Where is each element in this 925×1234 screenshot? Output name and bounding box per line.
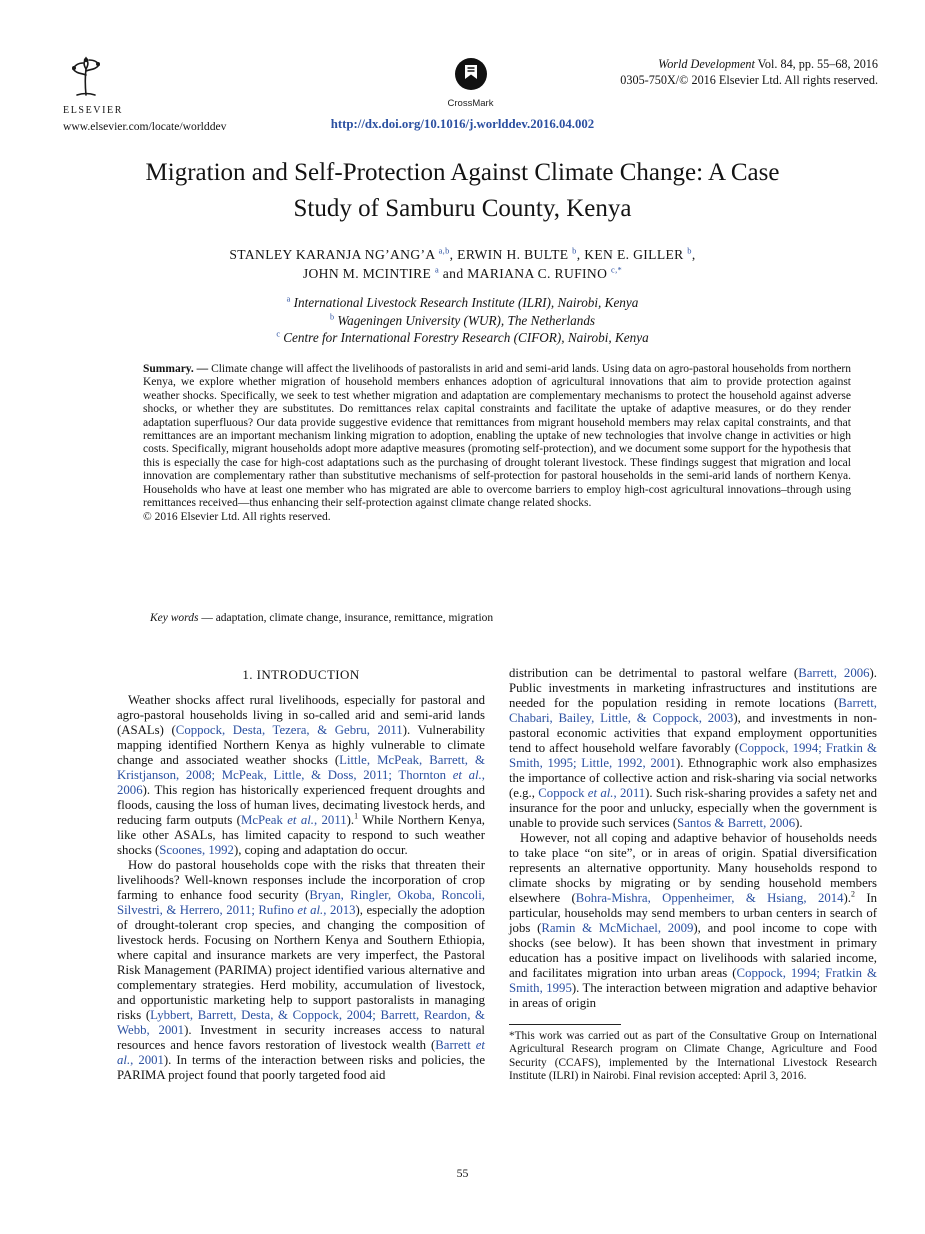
keywords-line	[143, 612, 858, 624]
citation-link[interactable]: Barrett, 2006	[798, 666, 870, 680]
text-run: While Northern Kenya, like other ASALs, has limited capacity to respond to such weather shocks (	[117, 813, 485, 857]
affiliations	[60, 294, 865, 347]
abstract-text	[143, 363, 851, 510]
article-body	[117, 666, 877, 1084]
paragraph	[117, 693, 485, 858]
copyright-line: © 2016 Elsevier Ltd. All rights reserved.	[143, 511, 331, 524]
crossmark-badge[interactable]	[426, 57, 516, 109]
footnote-rule	[509, 1024, 621, 1025]
elsevier-tree-icon	[63, 55, 109, 99]
text-run: Vol. 84, pp. 55–68, 2016	[754, 57, 878, 71]
citation-link[interactable]: , 2006	[117, 768, 485, 797]
citation-link[interactable]: Little, McPeak, Barrett, & Kristjanson, 2008; McPeak, Little, & Doss, 2011; Thornton	[117, 753, 485, 782]
text-run: ). The interaction between migration and adaptive behavior in areas of origin	[509, 981, 877, 1010]
text-run: However, not all coping and adaptive behavior of households needs to take place “on site”, or in areas of origin. Spatial diversification represents an alternative opportunity. Many households respond to climate shocks by migrating or by sending household members elsewhere (	[509, 831, 877, 905]
italic-text: International Livestock Research Institute (ILRI), Nairobi, Kenya	[290, 295, 639, 310]
text-run: ), and investments in non-pastoral economic activities that expand employment opportunities tend to affect household welfare favorably (	[509, 711, 877, 755]
text-run: ).	[795, 816, 803, 830]
superscript-marker: a	[434, 264, 440, 275]
text-run: , KEN E. GILLER	[576, 247, 688, 262]
superscript-marker: c	[276, 329, 280, 339]
superscript-marker: a,b	[438, 245, 450, 256]
citation-link[interactable]: Lybbert, Barrett, Desta, & Coppock, 2004; Barrett, Reardon, & Webb, 2001	[117, 1008, 485, 1037]
text-run: Climate change will affect the livelihoods of pastoralists in arid and semi-arid lands. Using data on agro-pastoral households from northern Kenya, we explore whether migration of household members enhances adoption of agricultural innovations that aim to provide protection against weather shocks. Specifically, we seek to test whether migration and adaptation are complementary mechanisms to protect the household against adverse shocks, or whether they are substitutes. Do remittances relax capital constraints and facilitate the uptake of adaptive measures, or do they render adaptation superfluous? Our data provide suggestive evidence that remittances from migrant household members may relax capital constraints, and that remittances are an important mechanism linking migration to adoption, enabling the uptake of new technologies that involve change in activities or high costs. Specifically, migrant households adopt more adaptive measures (promoting self-protection), and we document some support for the hypothesis that this is especially the case for high-cost adaptations such as the purchasing of drought tolerant livestock. These findings suggest that migration and local innovation are complementary rather than substitutive mechanisms of self-protection for pastoral households in the semi-arid lands of northern Kenya. Households who have at least one member who has migrated are able to overcome barriers to employ high-cost agricultural innovations–through using remittances received—thus enhancing their self-protection against climate change related shocks.	[143, 363, 851, 510]
text-run: ). Ethnographic work also emphasizes the importance of collective action and risk-sharing via social networks (e.g.,	[509, 756, 877, 800]
text-run: ,	[691, 247, 696, 262]
text-run: ).	[346, 813, 355, 827]
text-run: , ERWIN H. BULTE	[449, 247, 573, 262]
citation-link[interactable]: Santos & Barrett, 2006	[677, 816, 796, 830]
journal-rights: 0305-750X/© 2016 Elsevier Ltd. All rights reserved.	[620, 72, 878, 87]
doi-link[interactable]: http://dx.doi.org/10.1016/j.worlddev.2016.04.002	[330, 117, 595, 131]
italic-text: World Development	[658, 57, 755, 71]
superscript-marker: a	[286, 294, 291, 304]
paragraph	[117, 858, 485, 1083]
citation-link[interactable]: , 2011	[613, 786, 646, 800]
citation-link[interactable]: Coppock	[538, 786, 588, 800]
crossmark-label: CrossMark	[447, 98, 494, 109]
text-run: ). Vulnerability mapping identified Northern Kenya as highly vulnerable to climate change and associated weather shocks (	[117, 723, 485, 767]
citation-link[interactable]: , 2011	[313, 813, 347, 827]
text-run: Weather shocks affect rural livelihoods, especially for pastoral and agro-pastoral households living in so-called arid and semi-arid lands (ASALs) (	[117, 693, 485, 737]
text-run: ).	[843, 891, 852, 905]
journal-citation	[620, 57, 878, 73]
authors-line-2	[60, 264, 865, 283]
title-line-2: Study of Samburu County, Kenya	[293, 195, 632, 222]
text-run: How do pastoral households cope with the risks that threaten their livelihoods? Well-known responses include the incorporation of crop farming to enhance food security (	[117, 858, 485, 902]
superscript-marker: b	[687, 245, 692, 256]
superscript-marker: b	[572, 245, 577, 256]
text-run: In particular, households may send members to urban centers in search of jobs (	[509, 891, 878, 935]
citation-link[interactable]: Barrett	[435, 1038, 476, 1052]
superscript-marker: c,*	[611, 264, 623, 275]
text-run: ). Such risk-sharing provides a safety net and insurance for the poor and unlucky, especially when the government is unable to provide such services (	[509, 786, 877, 830]
journal-info	[620, 57, 878, 88]
footnote-ref: 1	[354, 811, 359, 821]
citation-link[interactable]: Scoones, 1992	[159, 843, 234, 857]
affiliation-c	[60, 329, 865, 347]
citation-link[interactable]: Barrett, Chabari, Bailey, Little, & Coppock, 2003	[509, 696, 877, 725]
affiliation-a	[60, 294, 865, 312]
text-run: — adaptation, climate change, insurance, remittance, migration	[198, 612, 494, 624]
article-title	[60, 155, 865, 227]
paragraph	[509, 831, 877, 1011]
text-run: ). Investment in security increases access to natural resources and hence favors restoration of livestock wealth (	[117, 1023, 485, 1052]
text-run: and MARIANA C. RUFINO	[439, 266, 611, 281]
text-run: STANLEY KARANJA NG’ANG’A	[229, 247, 439, 262]
elsevier-wordmark: ELSEVIER	[63, 105, 124, 116]
footnote-text: *This work was carried out as part of the Consultative Group on International Agricultural Research program on Climate Change, Agriculture and Food Security (CCAFS), implemented by the International Livestock Research Institute (ILRI) in Nairobi. Final revision accepted: April 3, 2016.	[509, 1030, 877, 1083]
publisher-url: www.elsevier.com/locate/worlddev	[63, 120, 227, 133]
text-run: ). In terms of the interaction between risks and policies, the PARIMA project found that poorly targeted food aid	[117, 1053, 485, 1082]
abstract	[143, 363, 851, 525]
citation-link[interactable]: McPeak	[240, 813, 288, 827]
superscript-marker: b	[329, 312, 335, 322]
citation-link[interactable]: Coppock, 1994; Fratkin & Smith, 1995	[509, 966, 877, 995]
column-right	[509, 666, 877, 1084]
citation-link[interactable]: et al.	[587, 786, 614, 800]
author-list	[60, 245, 865, 283]
italic-text: Centre for International Forestry Research (CIFOR), Nairobi, Kenya	[279, 330, 649, 345]
title-footnote	[509, 1024, 877, 1084]
text-run: JOHN M. MCINTIRE	[302, 266, 435, 281]
citation-link[interactable]: et al.	[117, 1038, 485, 1067]
text-run: ), and pool income to cope with shocks (see below). It has been shown that investment in primary education has a positive impact on livelihoods with salaried income, and facilitates migration into urban areas (	[509, 921, 877, 980]
paragraph	[509, 666, 877, 831]
italic-text: Wageningen University (WUR), The Netherlands	[334, 312, 596, 328]
text-run: ), especially the adoption of drought-tolerant crop species, and changing the composition of livestock herds. Focusing on Northern Kenya and Southern Ethiopia, where capital and insurance markets are very imperfect, the Pastoral Risk Management (PARIMA) project identified various alternative and complementary strategies. Herd mobility, accumulation of livestock, and opportunistic marketing help to support pastoralists in managing risks (	[117, 903, 486, 1022]
page-number: 55	[456, 1166, 469, 1180]
citation-link[interactable]: Coppock, Desta, Tezera, & Gebru, 2011	[175, 723, 403, 737]
citation-link[interactable]: et al.	[297, 903, 324, 917]
bold-text: Summary. —	[143, 363, 212, 375]
citation-link[interactable]: et al.	[287, 813, 314, 827]
title-line-1: Migration and Self-Protection Against Climate Change: A Case	[145, 159, 780, 186]
text-run: ). This region has historically experienced frequent droughts and floods, causing the loss of human lives, decimating livestock herds, and reducing farm outputs (	[117, 783, 485, 827]
section-heading-introduction: 1. INTRODUCTION	[242, 667, 360, 682]
crossmark-icon	[454, 57, 488, 91]
column-left	[117, 666, 485, 1084]
authors-line-1	[60, 245, 865, 264]
affiliation-b	[60, 312, 865, 330]
citation-link[interactable]: Coppock, 1994; Fratkin & Smith, 1995; Little, 1992, 2001	[509, 741, 878, 770]
citation-link[interactable]: Bryan, Ringler, Okoba, Roncoli, Silvestri, & Herrero, 2011; Rufino	[117, 888, 485, 917]
citation-link[interactable]: Bohra-Mishra, Oppenheimer, & Hsiang, 2014	[575, 891, 844, 905]
text-run: ). Public investments in marketing infrastructures and institutions are needed for the population residing in remote locations (	[509, 666, 877, 710]
footnote-ref: 2	[851, 889, 855, 899]
text-run: distribution can be detrimental to pastoral welfare (	[509, 666, 799, 680]
text-run: ), coping and adaptation do occur.	[233, 843, 408, 857]
citation-link[interactable]: et al.	[452, 768, 482, 782]
italic-text: Key words	[150, 612, 199, 624]
citation-link[interactable]: Ramin & McMichael, 2009	[541, 921, 694, 935]
citation-link[interactable]: , 2013	[323, 903, 356, 917]
citation-link[interactable]: , 2001	[130, 1053, 164, 1067]
